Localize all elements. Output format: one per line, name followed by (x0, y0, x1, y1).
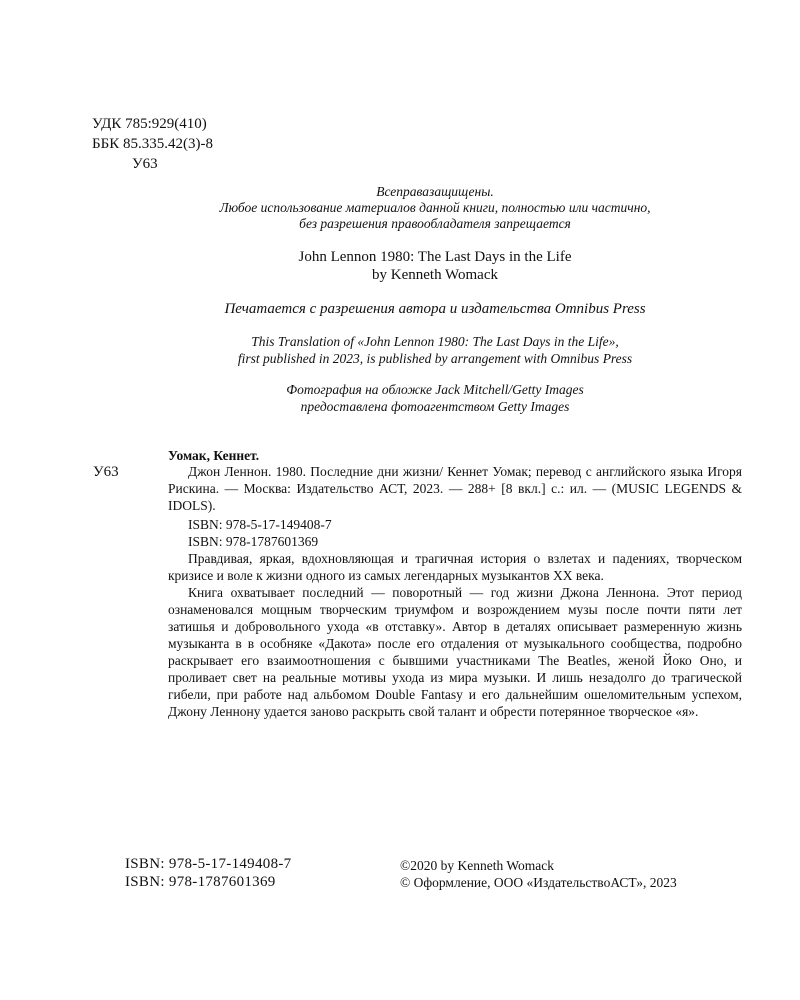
bbk-code: ББК 85.335.42(3)-8 (92, 136, 213, 152)
catalog-code: У63 (93, 464, 119, 480)
copyright-line-1: ©2020 by Kenneth Womack (400, 858, 555, 873)
annotation (168, 550, 742, 720)
classification-codes (92, 114, 213, 174)
original-author: by Kenneth Womack (372, 267, 498, 283)
bottom-isbn-1: ISBN: 978-5-17-149408-7 (125, 856, 292, 872)
catalog-isbn-2: ISBN: 978-1787601369 (188, 534, 319, 549)
catalog-isbn-block (188, 516, 332, 550)
rights-line-3: без разрешения правообладателя запрещается (299, 216, 571, 231)
translation-line-2: first published in 2023, is published by arrangement with Omnibus Press (237, 351, 633, 366)
author-sign: У63 (132, 156, 158, 172)
udk-code: УДК 785:929(410) (92, 116, 207, 132)
annotation-paragraph-2: Книга охватывает последний — поворотный — год жизни Джона Леннона. Этот период ознаменовался мощным творческим триумфом и возрождением музы после почти пяти лет затишья и добровольного ухода «в отставку». Автор в деталях описывает размеренную жизнь музыканта в в особняке «Дакота» после его отдаления от музыкального сообщества, подробно раскрывает его взаимоотношения с бывшими участниками The Beatles, женой Йоко Оно, и проливает свет на реальные мотивы ухода из мира музыки. И лишь незадолго до трагической гибели, при работе над альбомом Double Fantasy и его дальнейшим ошеломительным успехом, Джону Леннону удается заново раскрыть свой талант и обрести потерянное творческое «я». (168, 585, 742, 719)
photo-line-2: предоставлена фотоагентством Getty Images (300, 399, 570, 414)
bottom-isbn-2: ISBN: 978-1787601369 (125, 874, 276, 890)
original-title: John Lennon 1980: The Last Days in the Life (298, 249, 572, 265)
bottom-isbn-block (125, 855, 291, 891)
catalog-entry (168, 463, 742, 514)
translation-notice (160, 333, 710, 367)
original-title-block (160, 248, 710, 284)
catalog-author-heading: Уомак, Кеннет. (168, 448, 260, 463)
photo-line-1: Фотография на обложке Jack Mitchell/Getty Images (286, 382, 584, 397)
copyright-block (400, 857, 677, 891)
rights-line-2: Любое использование материалов данной книги, полностью или частично, (219, 200, 651, 215)
annotation-paragraph-1: Правдивая, яркая, вдохновляющая и трагичная история о взлетах и падениях, творческом кризисе и воле к жизни одного из самых легендарных музыкантов XX века. (168, 551, 742, 583)
permission-notice: Печатается с разрешения автора и издательства Omnibus Press (224, 301, 646, 317)
photo-credit (160, 381, 710, 415)
catalog-isbn-1: ISBN: 978-5-17-149408-7 (188, 517, 332, 532)
catalog-entry-text: Джон Леннон. 1980. Последние дни жизни/ Кеннет Уомак; перевод с английского языка Игоря Рискина. — Москва: Издательство АСТ, 2023. — 288+ [8 вкл.] с.: ил. — (MUSIC LEGENDS & IDOLS). (168, 464, 742, 513)
copyright-line-2: © Оформление, ООО «ИздательствоАСТ», 2023 (400, 875, 677, 890)
rights-notice (160, 184, 710, 232)
rights-line-1: Всеправазащищены. (376, 184, 494, 199)
translation-line-1: This Translation of «John Lennon 1980: The Last Days in the Life», (251, 334, 619, 349)
